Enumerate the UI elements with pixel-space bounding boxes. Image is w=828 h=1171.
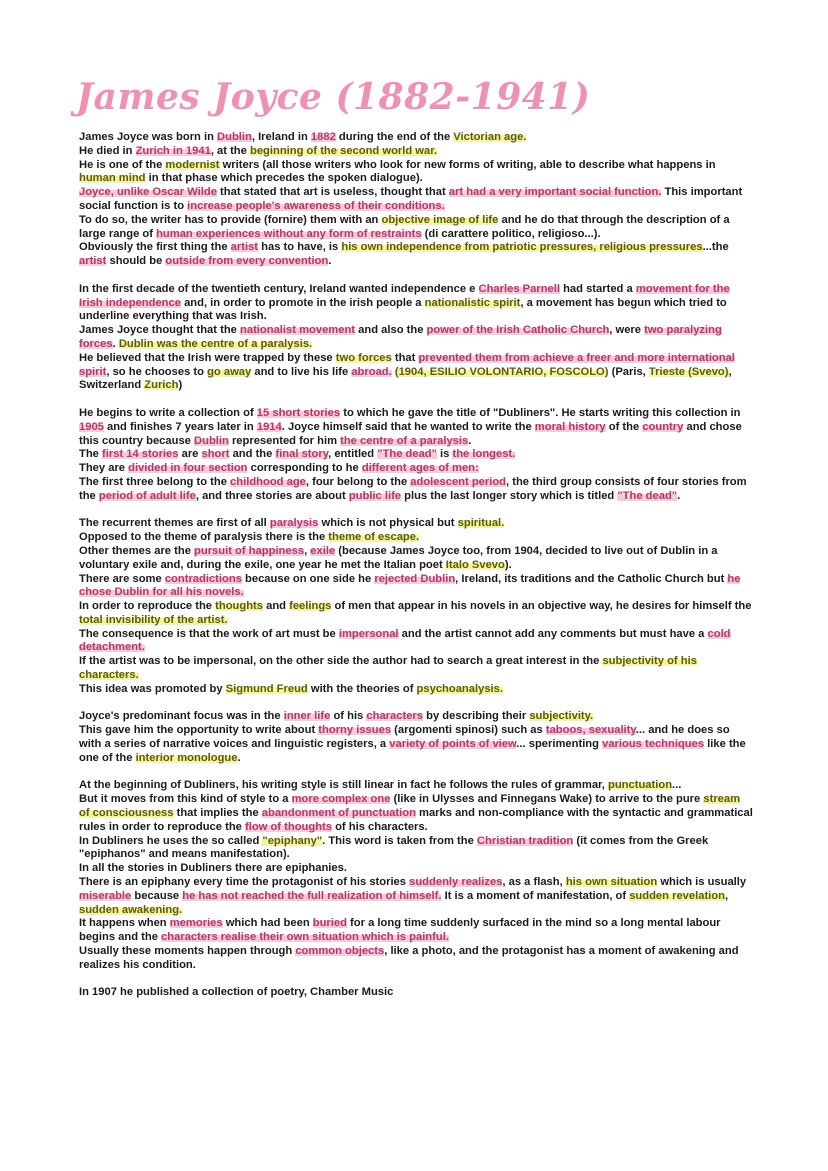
text-run: ... (672, 779, 682, 792)
highlight-pink: short (201, 448, 230, 461)
text-run: The (79, 448, 102, 461)
text-run: and the artist cannot add any comments but must have a (398, 627, 708, 640)
highlight-yellow: his own independence from patriotic pressures, religious pressures (341, 241, 703, 254)
text-run: in that phase which precedes the spoken dialogue). (145, 172, 423, 185)
text-run: He died in (79, 144, 136, 157)
text-run: It happens when (79, 917, 170, 930)
text-run: . This word is taken from the (322, 834, 477, 847)
text-run: , entitled (328, 448, 378, 461)
highlight-pink: Joyce, unlike Oscar Wilde (79, 186, 217, 199)
text-line (79, 573, 753, 601)
highlight-pink: contradictions (164, 572, 242, 585)
highlight-pink: prevented them from achieve a freer and more international spirit (79, 351, 735, 378)
text-line (79, 655, 753, 683)
text-run: The first three belong to the (79, 475, 231, 488)
paragraph (79, 131, 753, 269)
highlight-pink: Dublin (217, 131, 252, 143)
highlight-yellow: thoughts (215, 600, 263, 613)
text-run: In 1907 he published a collection of poetry, Chamber Music (79, 986, 394, 999)
text-run: and chose this country because (79, 420, 742, 447)
text-run: corresponding to he (247, 462, 362, 475)
highlight-pink: artist (230, 241, 259, 254)
text-run: and (262, 600, 290, 613)
highlight-pink: country (642, 420, 684, 433)
text-line (79, 917, 753, 945)
text-line (79, 186, 753, 214)
highlight-yellow: subjectivity of his characters. (79, 655, 697, 682)
text-run: . (677, 489, 681, 502)
text-run: of his characters. (331, 820, 428, 833)
text-run: In order to reproduce the (79, 600, 216, 613)
text-run: of the (605, 420, 643, 433)
text-line (79, 600, 753, 628)
text-run: (di carattere politico, religioso...). (421, 227, 601, 240)
highlight-pink: memories (169, 917, 223, 930)
highlight-pink: variety of points of view (389, 738, 517, 751)
text-line (79, 476, 753, 504)
page-title: James Joyce (1882-1941) (76, 76, 591, 118)
text-run: ...the (702, 241, 729, 254)
text-run: and, in order to promote in the irish people a (180, 296, 425, 309)
highlight-pink: flow of thoughts (244, 820, 332, 833)
text-line (79, 214, 753, 242)
text-run: James Joyce was born in (79, 131, 218, 143)
highlight-pink: human experiences without any form of restraints (156, 227, 422, 240)
text-run: of his (330, 710, 367, 723)
highlight-pink: nationalist movement (240, 324, 356, 337)
text-run: He begins to write a collection of (79, 406, 257, 419)
text-line (79, 241, 753, 269)
highlight-pink: 1905 (79, 420, 104, 433)
text-line (79, 683, 753, 697)
highlight-yellow: beginning of the second world war. (249, 144, 438, 157)
highlight-pink: miserable (79, 889, 132, 902)
highlight-yellow: human mind (79, 172, 146, 185)
text-run: which had been (222, 917, 313, 930)
highlight-pink: Christian tradition (476, 834, 574, 847)
text-run: plus the last longer story which is titled (401, 489, 618, 502)
text-run: The consequence is that the work of art must be (79, 627, 339, 640)
highlight-pink: taboos, sexuality (545, 724, 636, 737)
paragraph-gap (79, 504, 753, 518)
text-line (79, 876, 753, 917)
text-run: There are some (79, 572, 165, 585)
paragraph-gap (79, 697, 753, 711)
highlight-pink: public life (348, 489, 402, 502)
highlight-yellow: Sigmund Freud (225, 682, 308, 695)
text-line (79, 131, 753, 145)
highlight-pink: "The dead" (377, 448, 437, 461)
paragraph (79, 779, 753, 972)
text-run: (argomenti spinosi) such as (391, 724, 546, 737)
text-line (79, 531, 753, 545)
highlight-pink: 15 short stories (256, 406, 341, 419)
highlight-pink: childhood age (230, 475, 306, 488)
text-run: are (178, 448, 202, 461)
highlight-pink: cold detachment. (79, 627, 731, 654)
highlight-yellow: theme of escape. (328, 531, 420, 544)
text-run: This idea was promoted by (79, 682, 226, 695)
highlight-pink: movement for the Irish independence (79, 282, 730, 309)
text-line (79, 448, 753, 462)
text-run: and the (229, 448, 276, 461)
highlight-yellow: interior monologue (135, 751, 238, 764)
highlight-yellow: feelings (289, 600, 332, 613)
highlight-yellow: stream of consciousness (79, 793, 741, 820)
highlight-pink: artist (79, 255, 107, 268)
text-run: ... sperimenting (516, 738, 603, 751)
text-run: that stated that art is useless, thought that (216, 186, 449, 199)
text-run: There is an epiphany every time the protagonist of his stories (79, 876, 410, 889)
text-run: for a long time suddenly surfaced in the mind so a long mental labour begins and the (79, 917, 721, 944)
highlight-yellow: sudden revelation (629, 889, 725, 902)
paragraph (79, 986, 753, 1000)
text-run: Joyce's predominant focus was in the (79, 710, 284, 723)
text-run: , as a flash, (502, 876, 566, 889)
text-run: which is usually (657, 876, 747, 889)
text-line (79, 724, 753, 765)
text-run: during the end of the (335, 131, 454, 143)
text-run: , four belong to the (305, 475, 411, 488)
highlight-pink: he chose Dublin for all his novels. (79, 572, 741, 599)
highlight-pink: period of adult life (98, 489, 196, 502)
text-run: that (391, 351, 419, 364)
text-line (79, 159, 753, 187)
text-run: In Dubliners he uses the so called (79, 834, 263, 847)
text-run: and also the (355, 324, 427, 337)
highlight-yellow: objective image of life (381, 213, 499, 226)
text-run: But it moves from this kind of style to a (79, 793, 292, 806)
text-run: (Paris, (608, 365, 649, 378)
text-run: , were (609, 324, 645, 337)
highlight-pink: buried (312, 917, 347, 930)
highlight-pink: final story (275, 448, 329, 461)
highlight-pink: the longest. (452, 448, 516, 461)
text-run: . (328, 255, 332, 268)
highlight-yellow: two forces (335, 351, 392, 364)
paragraph-gap (79, 766, 753, 780)
text-run: It is a moment of manifestation, of (441, 889, 630, 902)
highlight-pink: exile (310, 544, 336, 557)
text-line (79, 352, 753, 393)
highlight-pink: paralysis (269, 517, 319, 530)
highlight-pink: 1914 (256, 420, 282, 433)
highlight-pink: the centre of a paralysis (340, 434, 469, 447)
text-line (79, 862, 753, 876)
text-run: , so he chooses to (106, 365, 208, 378)
paragraph (79, 407, 753, 504)
text-run: has to have, is (258, 241, 342, 254)
paragraph (79, 283, 753, 393)
highlight-pink: more complex one (291, 793, 391, 806)
text-run: . Joyce himself said that he wanted to write the (281, 420, 535, 433)
highlight-pink: pursuit of happiness (194, 544, 305, 557)
text-run: had started a (559, 282, 636, 295)
highlight-pink: outside from every convention (165, 255, 329, 268)
text-line (79, 283, 753, 324)
text-line (79, 462, 753, 476)
text-run: Usually these moments happen through (79, 945, 296, 958)
text-run: In the first decade of the twentieth century, Ireland wanted independence e (79, 282, 479, 295)
highlight-pink: suddenly realizes (409, 876, 503, 889)
highlight-yellow: go away (207, 365, 252, 378)
text-run: like the one of the (79, 738, 746, 764)
text-run: The recurrent themes are first of all (79, 517, 270, 530)
highlight-yellow: subjectivity. (529, 710, 594, 723)
highlight-pink: power of the Irish Catholic Church (426, 324, 610, 337)
highlight-pink: increase people's awareness of their conditions. (187, 199, 445, 212)
text-run: If the artist was to be impersonal, on the other side the author had to search a great interest in the (79, 655, 603, 668)
highlight-yellow: modernist (165, 158, 220, 171)
text-run: ) (178, 379, 183, 392)
text-run: , Ireland in (251, 131, 311, 143)
paragraph (79, 710, 753, 765)
highlight-pink: "The dead" (617, 489, 678, 502)
text-run: , (304, 544, 311, 557)
highlight-pink: abandonment of punctuation (261, 807, 416, 820)
text-run: that implies the (173, 807, 262, 820)
text-line (79, 145, 753, 159)
text-run: should be (106, 255, 166, 268)
highlight-pink: art had a very important social function. (448, 186, 662, 199)
highlight-yellow: sudden awakening. (79, 903, 183, 916)
highlight-pink: rejected Dublin (374, 572, 456, 585)
highlight-pink: first 14 stories (102, 448, 179, 461)
highlight-pink: characters realise their own situation which is painful. (161, 931, 449, 944)
text-line (79, 324, 753, 352)
highlight-pink: divided in four section (128, 462, 248, 475)
text-run: . (468, 434, 472, 447)
text-line (79, 710, 753, 724)
text-run: To do so, the writer has to provide (fornire) them with an (79, 213, 382, 226)
paragraph-gap (79, 269, 753, 283)
text-run: to which he gave the title of "Dubliners". He starts writing this collection in (340, 406, 741, 419)
text-run: writers (all those writers who look for new forms of writing, able to describe what happens in (219, 158, 716, 171)
text-run: At the beginning of Dubliners, his writing style is still linear in fact he follows the rules of grammar, (79, 779, 609, 792)
highlight-pink: impersonal (338, 627, 399, 640)
text-line (79, 779, 753, 793)
highlight-pink: adolescent period (410, 475, 507, 488)
highlight-pink: moral history (534, 420, 606, 433)
text-run: Opposed to the theme of paralysis there is the (79, 531, 329, 544)
highlight-pink: he has not reached the full realization of himself. (182, 889, 442, 902)
paragraph (79, 517, 753, 696)
highlight-yellow: Zurich (144, 379, 179, 392)
highlight-pink: inner life (283, 710, 331, 723)
highlight-yellow: psychoanalysis. (416, 682, 503, 695)
text-run: Obviously the first thing the (79, 241, 231, 254)
highlight-yellow: punctuation (608, 779, 673, 792)
text-run: which is not physical but (318, 517, 458, 530)
text-run: . (112, 337, 119, 350)
text-run: , Switzerland (79, 365, 732, 392)
text-run: represented for him (228, 434, 341, 447)
text-run: James Joyce thought that the (79, 324, 241, 337)
text-run: He is one of the (79, 158, 166, 171)
highlight-yellow: Trieste (Svevo) (648, 365, 729, 378)
text-run: , the third group consists of four stories from the (79, 475, 747, 502)
highlight-pink: two paralyzing forces (79, 324, 722, 350)
text-run: ). (504, 558, 512, 571)
text-run: by describing their (423, 710, 530, 723)
highlight-pink: various techniques (602, 738, 705, 751)
highlight-yellow: Italo Svevo (445, 558, 505, 571)
text-run: , Ireland, its traditions and the Catholic Church but (455, 572, 728, 585)
text-line (79, 945, 753, 973)
highlight-yellow: Dublin was the centre of a paralysis. (118, 337, 313, 350)
highlight-yellow: (1904, ESILIO VOLONTARIO, FOSCOLO) (394, 365, 609, 378)
highlight-pink: Dublin (194, 434, 229, 447)
paragraph-gap (79, 393, 753, 407)
text-run: He believed that the Irish were trapped by these (79, 351, 336, 364)
highlight-pink: 1882 (310, 131, 336, 143)
text-line (79, 628, 753, 656)
highlight-pink: thorny issues (318, 724, 392, 737)
text-run: , at the (210, 144, 250, 157)
text-line (79, 835, 753, 863)
highlight-yellow: his own situation (565, 876, 658, 889)
text-run: In all the stories in Dubliners there are epiphanies. (79, 862, 347, 875)
text-run: This important social function is to (79, 186, 743, 212)
text-run: and to live his life (251, 365, 352, 378)
text-run: and he do that through the description of a large range of (79, 213, 730, 240)
text-run: . (237, 751, 241, 764)
text-run: (like in Ulysses and Finnegans Wake) to arrive to the pure (390, 793, 704, 806)
highlight-pink: characters (366, 710, 424, 723)
highlight-yellow: total invisibility of the artist. (79, 613, 228, 626)
text-run: This gave him the opportunity to write about (79, 724, 319, 737)
text-run: because (131, 889, 183, 902)
text-run: They are (79, 462, 129, 475)
highlight-yellow: "epiphany" (262, 834, 323, 847)
highlight-yellow: nationalistic spirit (424, 296, 521, 309)
text-line (79, 986, 753, 1000)
highlight-pink: common objects (295, 945, 385, 958)
text-run: , like a photo, and the protagonist has a moment of awakening and realizes his condition. (79, 945, 739, 971)
text-run: ... and he does so with a series of narrative voices and linguistic registers, a (79, 724, 730, 751)
text-run: of men that appear in his novels in an objective way, he desires for himself the (331, 600, 752, 613)
highlight-pink: Charles Parnell (478, 282, 560, 295)
highlight-pink: Zurich in 1941 (135, 144, 211, 157)
highlight-pink: abroad. (351, 365, 392, 378)
text-run: with the theories of (307, 682, 417, 695)
text-run: marks and non-compliance with the syntactic and grammatical rules in order to reproduce the (79, 807, 753, 833)
text-run: and finishes 7 years later in (103, 420, 257, 433)
text-run: because on one side he (241, 572, 375, 585)
text-run: Other themes are the (79, 544, 195, 557)
text-run: , (724, 889, 729, 902)
text-run: , and three stories are about (195, 489, 349, 502)
text-line (79, 407, 753, 448)
highlight-yellow: Victorian age. (453, 131, 527, 143)
text-run: , a movement has begun which tried to underline everything that was Irish. (79, 296, 727, 323)
text-run: (because James Joyce too, from 1904, decided to live out of Dublin in a voluntary exile and, during the exile, one year he met the Italian poet (79, 544, 718, 571)
text-line (79, 517, 753, 531)
highlight-yellow: spiritual. (457, 517, 505, 530)
paragraph-gap (79, 973, 753, 987)
text-line (79, 545, 753, 573)
highlight-pink: different ages of men: (361, 462, 479, 475)
text-line (79, 793, 753, 834)
text-run: is (436, 448, 453, 461)
text-run: (it comes from the Greek "epiphanos" and means manifestation). (79, 834, 709, 861)
notes-body (79, 131, 753, 1000)
